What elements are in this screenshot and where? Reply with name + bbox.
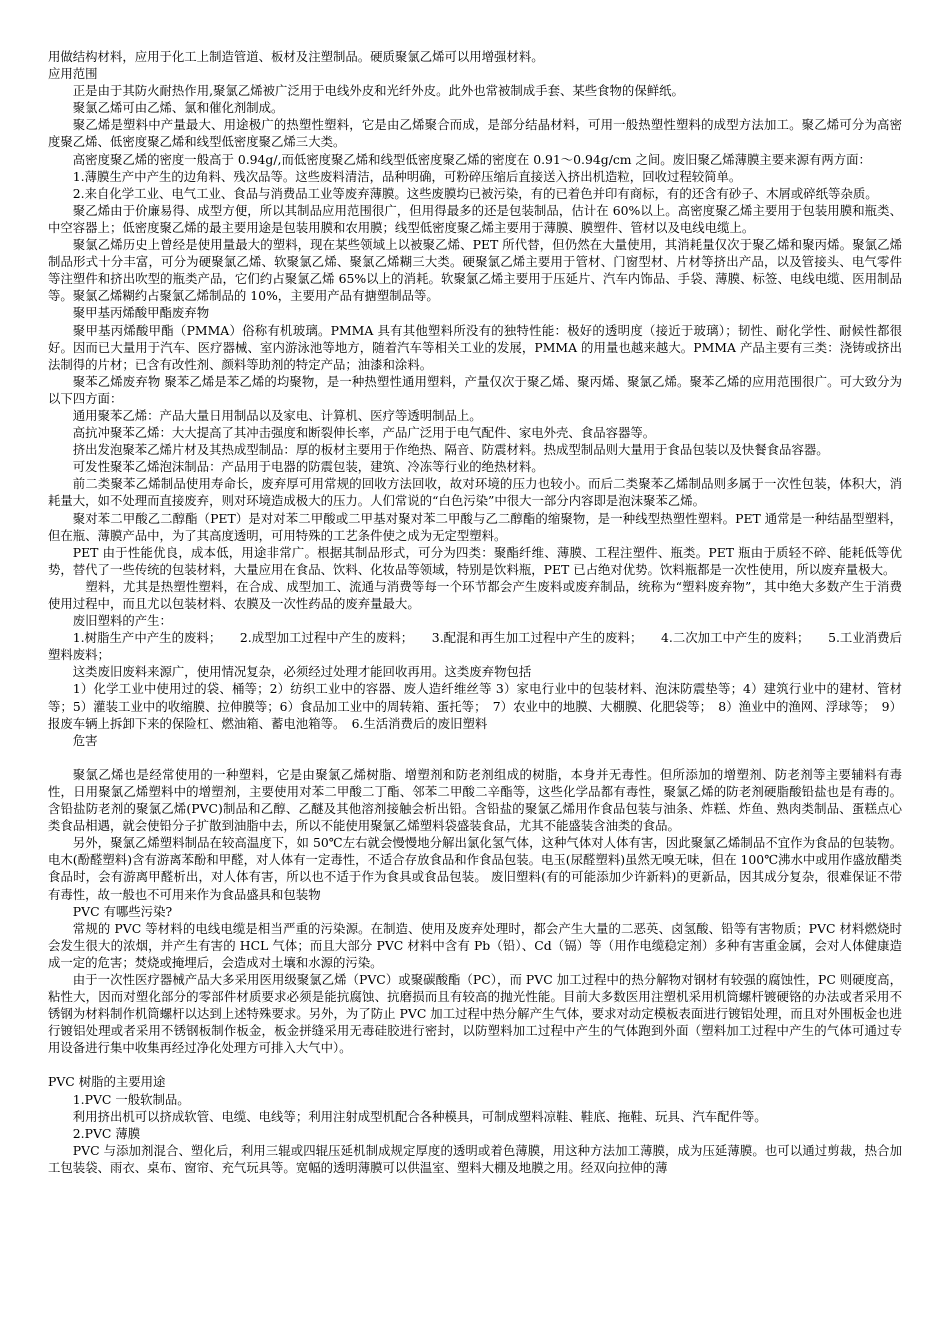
body-paragraph: 聚对苯二甲酸乙二醇酯（PET）是对对苯二甲酸或二甲基对聚对苯二甲酸与乙二醇酯的缩聚物，是一种线型热塑性塑料。PET 通常是一种结晶型塑料，但在瓶、薄膜产品中，为了其高度透明，可用特殊的工艺条件使之成为无定型塑料。 [48,510,902,543]
body-paragraph: 另外，聚氯乙烯塑料制品在较高温度下，如 50℃左右就会慢慢地分解出氯化氢气体，这种气体对人体有害，因此聚氯乙烯制品不宜作为食品的包装物。电木(酚醛塑料)含有游离苯酚和甲醛，对人体有一定毒性，不适合存放食品和作食品包装。电玉(尿醛塑料)虽然无嗅无味，但在 100℃沸水中或用作盛放醋类食品时，会有游离甲醛析出，对人体有害，所以也不适于作为食具或食品包装。 废旧塑料(有的可能添加少许新料)的更新品，因其成分复杂，很难保证不带有毒性，故一般也不可用来作为食品盛具和包装物 [48,835,902,902]
body-paragraph: 聚氯乙烯历史上曾经是使用量最大的塑料，现在某些领域上以被聚乙烯、PET 所代替，但仍然在大量使用，其消耗量仅次于聚乙烯和聚丙烯。聚氯乙烯制品形式十分丰富，可分为硬聚氯乙烯、软聚氯乙烯、聚氯乙烯糊三大类。硬聚氯乙烯主要用于管材、门窗型材、片材等挤出产品，以及管接头、电气零件等注塑件和挤出吹型的瓶类产品，它们约占聚氯乙烯 65%以上的消耗。软聚氯乙烯主要用于压延片、汽车内饰品、手袋、薄膜、标签、电线电缆、医用制品等。聚氯乙烯糊约占聚氯乙烯制品的 10%，主要用产品有搪塑制品等。 [48,237,902,304]
body-paragraph: PET 由于性能优良，成本低，用途非常广。根据其制品形式，可分为四类：聚酯纤维、薄膜、工程注塑件、瓶类。PET 瓶由于质轻不碎、能耗低等优势，替代了一些传统的包装材料，大量应用在食品、饮料、化妆品等领域，特别是饮料瓶，PET 已占绝对优势。饮料瓶都是一次性使用，所以废弃量极大。 [48,544,902,577]
body-paragraph: 前二类聚苯乙烯制品使用寿命长，废弃厚可用常规的回收方法回收，故对环境的压力也较小。而后二类聚苯乙烯制品则多属于一次性包装，体积大，消耗量大，如不处理而直接废弃，则对环境造成极大的压力。人们常说的“白色污染”中很大一部分内容即是泡沫聚苯乙烯。 [48,476,902,509]
body-paragraph: 这类废旧废料来源广，使用情况复杂，必须经过处理才能回收再用。这类废弃物包括 [72,664,532,680]
blank-line [48,749,902,766]
body-paragraph: 通用聚苯乙烯：产品大量日用制品以及家电、计算机、医疗等透明制品上。 [72,407,482,423]
body-paragraph: 危害 [72,732,98,748]
body-paragraph: 聚氯乙烯也是经常使用的一种塑料，它是由聚氯乙烯树脂、增塑剂和防老剂组成的树脂，本身并无毒性。但所添加的增塑剂、防老剂等主要辅料有毒性，日用聚氯乙烯塑料中的增塑剂，主要使用对苯二甲酸二丁酯、邻苯二甲酸二辛酯等，这些化学品都有毒性，聚氯乙烯的防老剂硬脂酸铅盐也是有毒的。含铅盐防老剂的聚氯乙烯(PVC)制品和乙醇、乙醚及其他溶剂接触会析出铅。含铅盐的聚氯乙烯用作食品包装与油条、炸糕、炸鱼、熟肉类制品、蛋糕点心类食品相遇，就会使铅分子扩散到油脂中去，所以不能使用聚氯乙烯塑料袋盛装食品，尤其不能盛装含油类的食品。 [48,766,902,834]
body-paragraph: 聚苯乙烯废弃物 聚苯乙烯是苯乙烯的均聚物，是一种热塑性通用塑料，产量仅次于聚乙烯、聚丙烯、聚氯乙烯。聚苯乙烯的应用范围很广。可大致分为以下四方面： [48,373,902,406]
body-paragraph: 1）化学工业中使用过的袋、桶等；2）纺织工业中的容器、废人造纤维丝等 3）家电行业中的包装材料、泡沫防震垫等；4）建筑行业中的建材、管材等；5）灌装工业中的收缩膜、拉伸膜等；6）食品加工业中的周转箱、蛋托等； 7）农业中的地膜、大棚膜、化肥袋等； 8）渔业中的渔网、浮球等； 9）报废车辆上拆卸下来的保险杠、燃油箱、蓄电池箱等。 6.生活消费后的废旧塑料 [48,681,902,731]
body-paragraph: 由于一次性医疗器械产品大多采用医用级聚氯乙烯（PVC）或聚碳酸酯（PC），而 PVC 加工过程中的热分解物对钢材有较强的腐蚀性，PC 则硬度高，粘性大，因而对塑化部分的零部件材质要求必须是能抗腐蚀、抗磨损而且有较高的抛光性能。目前大多数医用注塑机采用机筒螺杆镀硬铬的办法或者采用不锈钢为材料制作机筒螺杆以达到上述特殊要求。另外，为了防止 PVC 加工过程中热分解产生气体，要求对动定模板表面进行镀铝处理，而且对外围板金也进行镀铝处理或者采用不锈钢板制作板金，板金拼缝采用无毒硅胶进行密封，以防塑料加工过程中产生的气体跑到外面（塑料加工过程中产生的气体可通过专用设备进行集中收集再经过净化处理方可排入大气中）。 [48,971,902,1056]
body-paragraph: PVC 与添加剂混合、塑化后，利用三辊或四辊压延机制成规定厚度的透明或着色薄膜，用这种方法加工薄膜，成为压延薄膜。也可以通过剪裁，热合加工包装袋、雨衣、桌布、窗帘、充气玩具等。宽幅的透明薄膜可以供温室、塑料大棚及地膜之用。经双向拉伸的薄 [48,1142,902,1175]
body-paragraph: 1.PVC 一般软制品。 [72,1091,190,1107]
body-paragraph: 利用挤出机可以挤成软管、电缆、电线等；利用注射成型机配合各种模具，可制成塑料凉鞋、鞋底、拖鞋、玩具、汽车配件等。 [72,1108,767,1124]
body-paragraph: 常规的 PVC 等材料的电线电缆是相当严重的污染源。在制造、使用及废弃处理时，都会产生大量的二恶英、卤氢酸、铅等有害物质；PVC 材料燃烧时会发生很大的浓烟，并产生有害的 HCL 气体；而且大部分 PVC 材料中含有 Pb（铅）、Cd（镉）等（用作电缆稳定剂）多种有害重金属，会对人体健康造成一定的危害；焚烧或掩埋后，会造成对土壤和水源的污染。 [48,920,902,970]
body-paragraph: 2.PVC 薄膜 [72,1125,141,1141]
body-paragraph: 1.树脂生产中产生的废料； 2.成型加工过程中产生的废料； 3.配混和再生加工过程中产生的废料； 4.二次加工中产生的废料； 5.工业消费后塑料废料； [48,630,902,663]
body-paragraph: 聚乙烯是塑料中产量最大、用途极广的热塑性塑料，它是由乙烯聚合而成，是部分结晶材料，可用一般热塑性塑料的成型方法加工。聚乙烯可分为高密度聚乙烯、低密度聚乙烯和线型低密度聚乙烯三大类。 [48,117,902,150]
body-paragraph: 聚氯乙烯可由乙烯、氯和催化剂制成。 [72,100,284,116]
body-paragraph: 高密度聚乙烯的密度一般高于 0.94g/,而低密度聚乙烯和线型低密度聚乙烯的密度在 0.91～0.94g/cm 之间。废旧聚乙烯薄膜主要来源有两方面： [72,151,871,167]
section-heading: PVC 树脂的主要用途 [48,1074,166,1090]
body-paragraph: 聚甲基丙烯酸甲酯废弃物 [72,305,210,321]
body-paragraph: 可发性聚苯乙烯泡沫制品：产品用于电器的防震包装，建筑、冷冻等行业的绝热材料。 [72,459,544,475]
body-paragraph: 2.来自化学工业、电气工业、食品与消费品工业等废弃薄膜。这些废膜均已被污染，有的已着色并印有商标，有的还含有砂子、木屑或碎纸等杂质。 [72,185,878,201]
body-paragraph: 1.薄膜生产中产生的边角料、残次品等。这些废料清洁，品种明确，可粉碎压缩后直接送入挤出机造粒，回收过程较简单。 [72,168,742,184]
body-paragraph: 废旧塑料的产生： [72,613,172,629]
body-paragraph: 正是由于其防火耐热作用,聚氯乙烯被广泛用于电线外皮和光纤外皮。此外也常被制成手套、某些食物的保鲜纸。 [72,83,684,99]
blank-line [48,1056,902,1073]
section-heading: 用做结构材料，应用于化工上制造管道、板材及注塑制品。硬质聚氯乙烯可以用增强材料。 [48,49,544,64]
section-heading: 应用范围 [48,66,98,82]
body-paragraph: 高抗冲聚苯乙烯：大大提高了其冲击强度和断裂伸长率，产品广泛用于电气配件、家电外壳、食品容器等。 [72,425,656,441]
body-paragraph: 塑料，尤其是热塑性塑料，在合成、成型加工、流通与消费等每一个环节都会产生废料或废弃制品，统称为“塑料废弃物”，其中绝大多数产生于消费使用过程中，而且尤以包装材料、农膜及一次性药品的废弃量最大。 [48,578,902,611]
body-paragraph: 聚乙烯由于价廉易得、成型方便，所以其制品应用范围很广，但用得最多的还是包装制品，估计在 60%以上。高密度聚乙烯主要用于包装用膜和瓶类、中空容器上；低密度聚乙烯的最主要用途是包装用膜和农用膜；线型低密度聚乙烯主要用于薄膜、膜塑件、管材以及电线电缆上。 [48,202,902,235]
body-paragraph: 聚甲基丙烯酸甲酯（PMMA）俗称有机玻璃。PMMA 具有其他塑料所没有的独特性能：极好的透明度（接近于玻璃）；韧性、耐化学性、耐候性都很好。因而已大量用于汽车、医疗器械、室内游泳池等地方，随着汽车等相关工业的发展，PMMA 的用量也越来越大。PMMA 产品主要有三类：浇铸或挤出法制得的片材；已含有改性剂、颜料等助剂的特定产品；油漆和涂料。 [48,322,902,372]
body-paragraph: PVC 有哪些污染? [72,903,173,919]
body-paragraph: 挤出发泡聚苯乙烯片材及其热成型制品：厚的板材主要用于作绝热、隔音、防震材料。热成型制品则大量用于食品包装以及快餐食品容器。 [72,442,829,458]
